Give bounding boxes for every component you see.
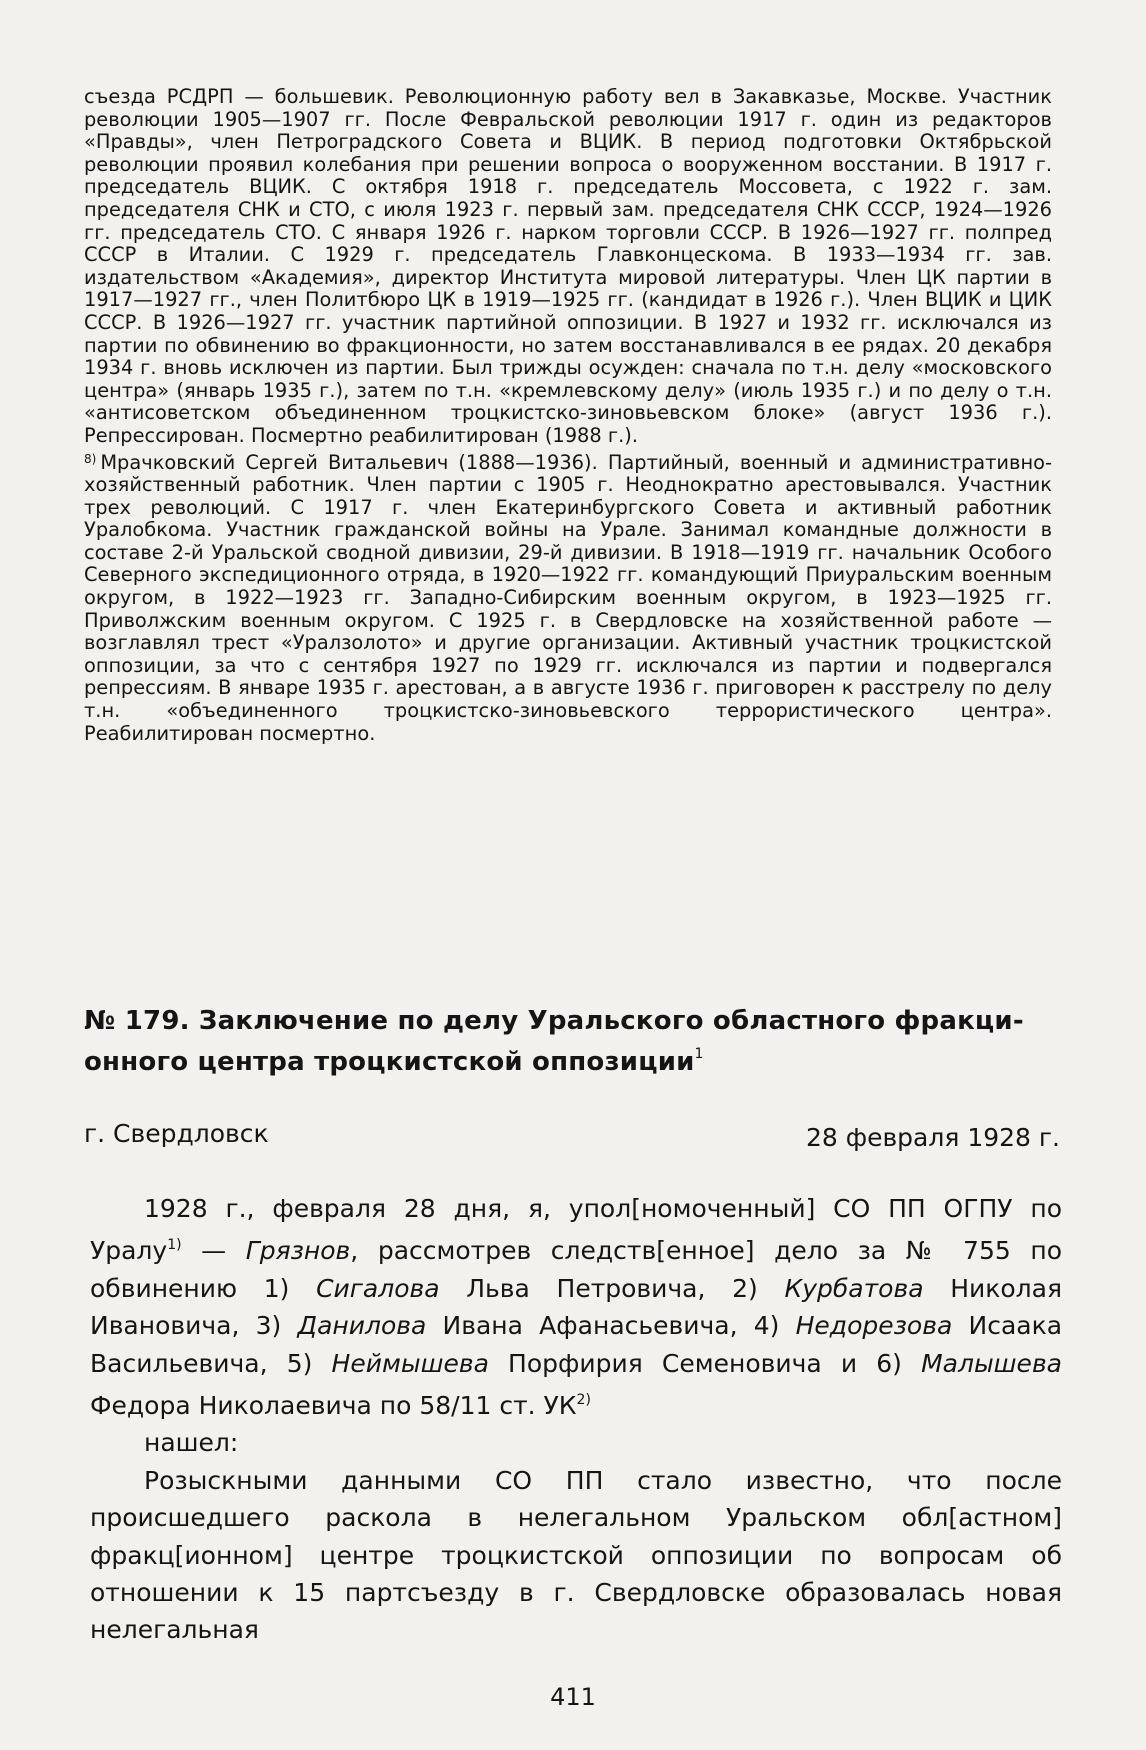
document-date: 28 февраля 1928 г. (805, 1123, 1060, 1152)
footnote-8-marker: 8) (84, 451, 97, 466)
name-nedorezov: Недорезова (795, 1311, 953, 1341)
document-title-footnote-ref: 1 (694, 1046, 704, 1062)
found-heading: нашел: (144, 1428, 239, 1458)
page-number: 411 (550, 1683, 596, 1711)
document-body (90, 1190, 1062, 1649)
document-title (84, 1005, 1064, 1079)
footnotes-section (84, 86, 1052, 745)
document-title-line-2: онного центра троцкистской оппозиции (84, 1047, 695, 1077)
name-kurbatov: Курбатова (784, 1273, 924, 1303)
body-paragraph-1: 1928 г., февраля 28 дня, я, упол[номоченный] СО ПП ОГПУ по Уралу$^{1)}$ — Грязнов, рассмотрев следств[енное] дело за № 755 по обвинению 1) Сигалова Льва Петровича, 2) Курбатова Николая Ивановича, 3) Данилова Ивана Афанасьевича, 4) Недорезова Исаака Васильевича, 5) Неймышева Порфирия Семеновича и 6) Малышева Федора Николаевича по 58/11 ст. УК$^{2)}$ (90, 1194, 1063, 1421)
place-date-line (84, 1118, 1060, 1154)
name-danilov: Данилова (297, 1311, 427, 1341)
name-malyshev: Малышева (921, 1348, 1062, 1378)
name-neimyshev: Неймышева (331, 1348, 489, 1378)
body-paragraph-2: Розыскными данными СО ПП стало известно, что после происшедшего раскола в нелегальном Уральском обл[астном] фракц[ионном] центре троцкистской оппозиции по вопросам об отношении к 15 партсъезду в г. Свердловске образовалась новая нелегальная (90, 1465, 1062, 1645)
footnote-ref-1: 1) (167, 1237, 182, 1254)
footnote-8 (84, 448, 1052, 746)
footnote-8-text: Мрачковский Сергей Витальевич (1888—1936). Партийный, военный и административно-хозяйственный работник. Член партии с 1905 г. Неоднократно арестовывался. Участник трех революций. С 1917 г. член Екатеринбургского Совета и активный работник Уралобкома. Участник гражданской войны на Урале. Занимал командные должности в составе 2-й Уральской сводной дивизии, 29-й дивизии. В 1918—1919 гг. начальник Особого Северного экспедиционного отряда, в 1920—1922 гг. командующий Приуральским военным округом, в 1922—1923 гг. Западно-Сибирским военным округом, в 1923—1925 гг. Приволжским военным округом. С 1925 г. в Свердловске на хозяйственной работе — возглавлял трест «Уралзолото» и другие организации. Активный участник троцкистской оппозиции, за что с сентября 1927 по 1929 гг. исключался из партии и подвергался репрессиям. В январе 1935 г. арестован, а в августе 1936 г. приговорен к расстрелу по делу т.н. «объединенного троцкистско-зиновьевского террористического центра». Реабилитирован посмертно. (84, 450, 1052, 745)
name-sigalov: Сигалова (316, 1273, 440, 1303)
footnote-ref-2: 2) (576, 1392, 591, 1409)
document-title-line-1: № 179. Заключение по делу Уральского областного фракци- (84, 1006, 1024, 1036)
document-place: г. Свердловск (84, 1119, 269, 1148)
name-gryaznov: Грязнов (245, 1236, 351, 1266)
footnote-7-continuation: съезда РСДРП — большевик. Революционную работу вел в Закавказье, Москве. Участник революции 1905—1907 гг. После Февральской революции 1917 г. один из редакторов «Правды», член Петроградского Совета и ВЦИК. В период подготовки Октябрьской революции проявил колебания при решении вопроса о вооруженном восстании. В 1917 г. председатель ВЦИК. С октября 1918 г. председатель Моссовета, с 1922 г. зам. председателя СНК и СТО, с июля 1923 г. первый зам. председателя СНК СССР, 1924—1926 гг. председатель СТО. С января 1926 г. нарком торговли СССР. В 1926—1927 гг. полпред СССР в Италии. С 1929 г. председатель Главконцескома. В 1933—1934 гг. зав. издательством «Академия», директор Института мировой литературы. Член ЦК партии в 1917—1927 гг., член Политбюро ЦК в 1919—1925 гг. (кандидат в 1926 г.). Член ВЦИК и ЦИК СССР. В 1926—1927 гг. участник партийной оппозиции. В 1927 и 1932 гг. исключался из партии по обвинению во фракционности, но затем восстанавливался в ее рядах. 20 декабря 1934 г. вновь исключен из партии. Был трижды осужден: сначала по т.н. делу «московского центра» (январь 1935 г.), затем по т.н. «кремлевскому делу» (июль 1935 г.) и по делу о т.н. «антисоветском объединенном троцкистско-зиновьевском блоке» (август 1936 г.). Репрессирован. Посмертно реабилитирован (1988 г.). (84, 85, 1052, 447)
